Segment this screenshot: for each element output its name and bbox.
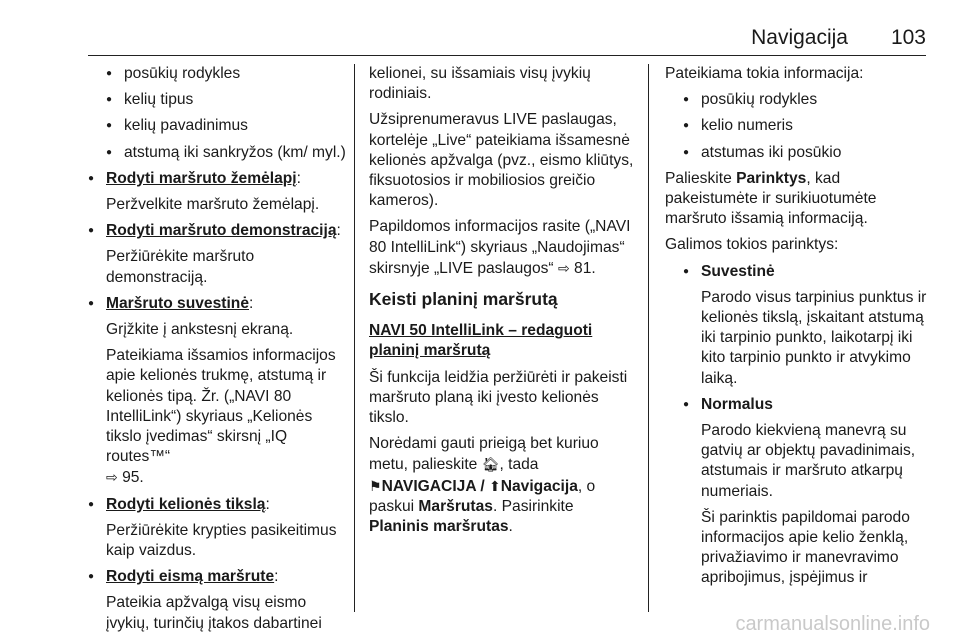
option-title: Suvestinė xyxy=(701,262,775,280)
option-item xyxy=(683,395,930,415)
option-description: Parodo kiekvieną manevrą su gatvių ar objektų pavadinimais, atstumais ir maršruto atkarpų numeriais. xyxy=(701,422,916,500)
option-item: ● Rodyti maršruto demonstraciją: xyxy=(88,221,348,241)
page-number: 103 xyxy=(890,26,926,49)
paragraph: Ši funkcija leidžia peržiūrėti ir pakeisti maršruto planą iki įvesto kelionės tikslo. xyxy=(369,368,628,427)
option-description: Parodo visus tarpinius punktus ir kelionės tikslą, įskaitant atstumą iki tarpinio punkto, laikotarpį iki kito tarpinio punkto ir atvykimo laiką. xyxy=(701,288,927,387)
page-header xyxy=(0,0,960,62)
header-divider xyxy=(88,55,926,56)
list-item: ● posūkių rodykles xyxy=(683,90,930,110)
flag-icon: ⚑ xyxy=(369,477,382,494)
option-item xyxy=(683,262,930,282)
list-item: ● posūkių rodykles xyxy=(106,64,348,84)
option-item: ● Maršruto suvestinė: xyxy=(88,294,348,314)
column-3 xyxy=(665,64,930,595)
menu-label: Planinis maršrutas xyxy=(369,518,509,536)
paragraph: Palieskite Parinktys, kad pakeistumėte ir surikiuotumėte maršruto išsamią informaciją. xyxy=(665,169,877,228)
paragraph: Galimos tokios parinktys: xyxy=(665,236,839,254)
option-item: ● Rodyti kelionės tikslą: xyxy=(88,495,348,515)
option-description: Ši parinktis papildomai parodo informacijos apie kelio ženklą, privažiavimo ir manevravimo apribojimus, įspėjimus ir xyxy=(701,508,910,587)
menu-label: Maršrutas xyxy=(418,497,493,515)
column-divider xyxy=(648,64,649,612)
home-icon: 🏠︎ xyxy=(481,456,500,473)
arrow-ref-icon: ⇨ xyxy=(106,469,118,486)
paragraph: Pateikiama tokia informacija: xyxy=(665,65,864,82)
column-1 xyxy=(88,64,348,640)
arrow-ref-icon: ⇨ xyxy=(557,259,570,276)
section-heading: Keisti planinį maršrutą xyxy=(369,289,558,310)
list-item: ● kelių tipus xyxy=(106,90,348,110)
option-title: Maršruto suvestinė xyxy=(106,294,249,312)
list-item: ● kelio numeris xyxy=(683,116,930,136)
paragraph: kelionei, su išsamiais visų įvykių rodiniais. xyxy=(369,65,591,103)
option-title: Rodyti maršruto žemėlapį xyxy=(106,169,297,187)
paragraph: Norėdami gauti prieigą bet kuriuo metu, palieskite 🏠︎, tada ⚑NAVIGACIJA / ⬆Navigacija, o paskui Maršrutas. Pasirinkite Planinis maršrutas. xyxy=(369,435,599,536)
subsection-heading: NAVI 50 IntelliLink – redaguoti planinį maršrutą xyxy=(369,322,593,360)
menu-label: Navigacija xyxy=(500,477,578,495)
column-divider xyxy=(354,64,355,612)
option-title: Rodyti kelionės tikslą xyxy=(106,495,266,513)
option-description: Peržvelkite maršruto žemėlapį. xyxy=(106,196,320,214)
list-item: ● kelių pavadinimus xyxy=(106,116,348,136)
paragraph: Užsiprenumeravus LIVE paslaugas, kortelėje „Live“ pateikiama išsamesnė kelionės apžvalga (pvz., eismo kliūtys, fiksuotosios ir mobiliosios greičio kameros). xyxy=(369,111,634,210)
option-description: Pateikiama išsamios informacijos apie kelionės trukmę, atstumą ir kelionės tipą. Žr. („NAVI 80 IntelliLink“) skyriaus „Kelionės tikslo įvedimas“ skirsnį „IQ routes™“ ⇨ 95. xyxy=(106,347,336,487)
column-2 xyxy=(369,64,637,543)
section-title: Navigacija xyxy=(751,26,848,49)
option-description: Pateikia apžvalgą visų eismo įvykių, turinčių įtakos dabartinei xyxy=(106,594,322,632)
option-item: ● Rodyti maršruto žemėlapį: xyxy=(88,169,348,189)
option-item: ● Rodyti eismą maršrute: xyxy=(88,567,348,587)
watermark: carmanualsonline.info xyxy=(735,613,930,635)
paragraph: Papildomos informacijos rasite („NAVI 80 IntelliLink“) skyriaus „Naudojimas“ skirsnyje „LIVE paslaugos“ ⇨ 81. xyxy=(369,218,631,277)
option-description: Peržiūrėkite maršruto demonstraciją. xyxy=(106,248,255,286)
page-reference: 81. xyxy=(574,259,596,277)
option-title: Rodyti eismą maršrute xyxy=(106,568,275,586)
option-title: Normalus xyxy=(701,395,773,413)
page-reference: 95. xyxy=(122,469,144,487)
option-description: Grįžkite į ankstesnį ekraną. xyxy=(106,321,294,339)
option-description: Peržiūrėkite krypties pasikeitimus kaip vaizdus. xyxy=(106,521,337,560)
menu-label: NAVIGACIJA xyxy=(381,477,476,495)
list-item: ● atstumas iki posūkio xyxy=(683,143,930,163)
navigation-arrow-icon: ⬆ xyxy=(489,477,501,494)
option-title: Rodyti maršruto demonstraciją xyxy=(106,222,337,240)
menu-label: Parinktys xyxy=(736,169,807,187)
list-item: ● atstumą iki sankryžos (km/ myl.) xyxy=(106,143,348,163)
